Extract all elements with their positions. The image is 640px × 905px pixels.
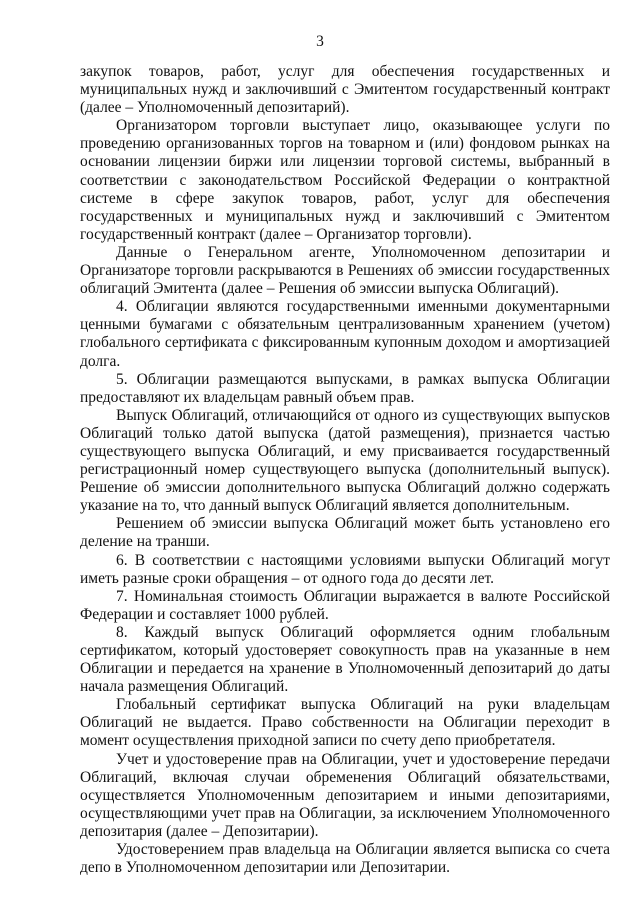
paragraph-additional-issue: Выпуск Облигаций, отличающийся от одного из существующих выпусков Облигаций только датой выпуска (датой размещения), признается частью существующего выпуска Облигаций, и ему присваивается государственный регистрационный номер существующего выпуска (дополнительный выпуск). Решение об эмиссии дополнительного выпуска Облигаций должно содержать указание на то, что данный выпуск Облигаций является дополнительным.: [80, 406, 610, 515]
paragraph-item-6: 6. В соответствии с настоящими условиями выпуски Облигаций могут иметь разные сроки обращения – от одного года до десяти лет.: [80, 551, 610, 587]
paragraph-rights-accounting: Учет и удостоверение прав на Облигации, учет и удостоверение передачи Облигаций, включая случаи обременения Облигаций обязательствами, осуществляется Уполномоченным депозитарием и иными депозитариями, осуществляющими учет прав на Облигации, за исключением Уполномоченного депозитария (далее – Депозитарии).: [80, 750, 610, 840]
paragraph-trading-organizer: Организатором торговли выступает лицо, оказывающее услуги по проведению организованных торгов на товарном и (или) фондовом рынках на основании лицензии биржи или лицензии торговой системы, выбранный в соответствии с законодательством Российской Федерации о контрактной системе в сфере закупок товаров, работ, услуг для обеспечения государственных и муниципальных нужд и заключивший с Эмитентом государственный контракт (далее – Организатор торговли).: [80, 117, 610, 243]
paragraph-item-7: 7. Номинальная стоимость Облигации выражается в валюте Российской Федерации и составляет 1000 рублей.: [80, 587, 610, 623]
paragraph-tranches: Решением об эмиссии выпуска Облигаций может быть установлено его деление на транши.: [80, 515, 610, 551]
document-body: [80, 63, 610, 877]
paragraph-item-4: 4. Облигации являются государственными именными документарными ценными бумагами с обязательным централизованным хранением (учетом) глобального сертификата с фиксированным купонным доходом и амортизацией долга.: [80, 298, 610, 370]
paragraph-rights-certification: Удостоверением прав владельца на Облигации является выписка со счета депо в Уполномоченном депозитарии или Депозитарии.: [80, 841, 610, 877]
paragraph-global-certificate: Глобальный сертификат выпуска Облигаций на руки владельцам Облигаций не выдается. Право собственности на Облигации переходит в момент осуществления приходной записи по счету депо приобретателя.: [80, 696, 610, 750]
paragraph-item-8: 8. Каждый выпуск Облигаций оформляется одним глобальным сертификатом, который удостоверяет совокупность прав на указанные в нем Облигации и передается на хранение в Уполномоченный депозитарий до даты начала размещения Облигаций.: [80, 623, 610, 696]
paragraph-disclosure: Данные о Генеральном агенте, Уполномоченном депозитарии и Организаторе торговли раскрываются в Решениях об эмиссии государственных облигаций Эмитента (далее – Решения об эмиссии выпуска Облигаций).: [80, 243, 610, 298]
paragraph-item-5: 5. Облигации размещаются выпусками, в рамках выпуска Облигации предоставляют их владельцам равный объем прав.: [80, 370, 610, 406]
paragraph-continued: закупок товаров, работ, услуг для обеспечения государственных и муниципальных нужд и заключивший с Эмитентом государственный контракт (далее – Уполномоченный депозитарий).: [80, 63, 610, 117]
page-number: 3: [316, 33, 324, 50]
